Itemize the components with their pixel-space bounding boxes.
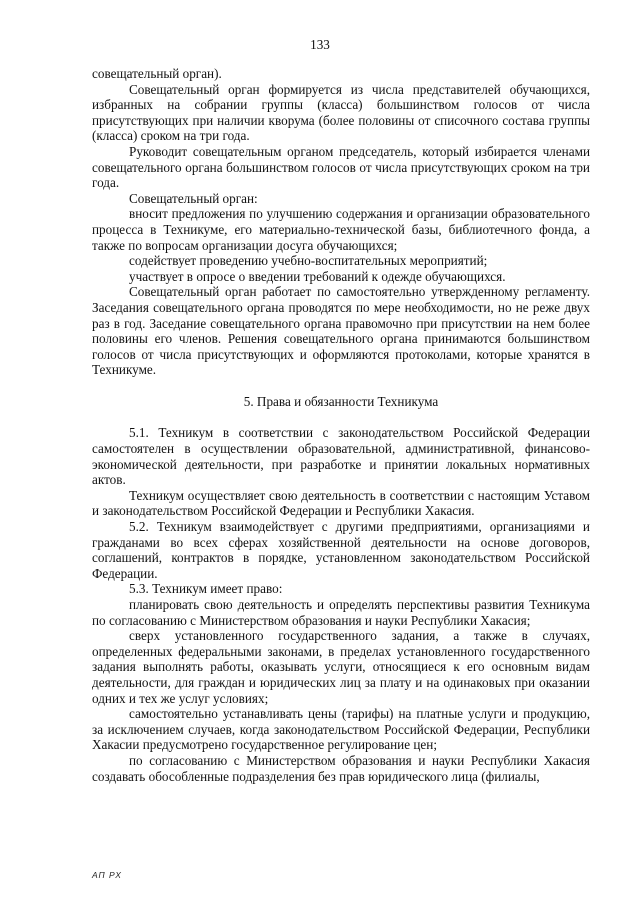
paragraph: Совещательный орган работает по самостоятельно утвержденному регламенту. Заседания совещательного органа проводятся по мере необходимости, но не реже двух раз в год. Заседание совещательного органа правомочно при присутствии на нем более половины его членов. Решения совещательного органа принимаются большинством голосов от числа присутствующих и оформляются протоколами, которые хранятся в Техникуме. (92, 284, 590, 378)
paragraph: Совещательный орган формируется из числа представителей обучающихся, избранных на собрании группы (класса) большинством голосов от числа присутствующих при наличии кворума (более половины от списочного состава группы (класса) сроком на три года. (92, 81, 590, 144)
paragraph: самостоятельно устанавливать цены (тарифы) на платные услуги и продукцию, за исключением случаев, когда законодательством Российской Федерации, Республики Хакасии предусмотрено государственное регулирование цен; (92, 706, 590, 753)
paragraph: содействует проведению учебно-воспитательных мероприятий; (129, 253, 488, 269)
paragraph: Руководит совещательным органом председатель, который избирается членами совещательного органа большинством голосов от числа присутствующих сроком на три года. (92, 143, 590, 191)
paragraph: 5.1. Техникум в соответствии с законодательством Российской Федерации самостоятелен в осуществлении образовательной, административной, финансово-экономической деятельности, при разработке и принятии локальных нормативных актов. (92, 425, 590, 488)
page-number: 133 (310, 37, 330, 52)
document-body (92, 66, 590, 784)
paragraph: Совещательный орган: (129, 190, 258, 206)
paragraph: совещательный орган). (92, 66, 222, 81)
paragraph: планировать свою деятельность и определять перспективы развития Техникума по согласованию с Министерством образования и науки Республики Хакасия; (92, 597, 590, 628)
paragraph: вносит предложения по улучшению содержания и организации образовательного процесса в Техникуме, его материально-технической базы, библиотечного фонда, а также по вопросам организации досуга обучающихся; (92, 206, 590, 253)
paragraph: по согласованию с Министерством образования и науки Республики Хакасия создавать обособленные подразделения без прав юридического лица (филиалы, (92, 752, 590, 784)
corner-mark: АП РХ (92, 870, 122, 880)
paragraph: Техникум осуществляет свою деятельность в соответствии с настоящим Уставом и законодательством Российской Федерации и Республики Хакасия. (92, 487, 590, 519)
section-heading: 5. Права и обязанности Техникума (243, 393, 439, 409)
paragraph: 5.3. Техникум имеет право: (129, 581, 283, 597)
paragraph: участвует в опросе о введении требований к одежде обучающихся. (129, 268, 506, 284)
paragraph: 5.2. Техникум взаимодействует с другими предприятиями, организациями и гражданами во всех сферах хозяйственной деятельности на основе договоров, соглашений, контрактов в порядке, установленном законодательством Российской Федерации. (92, 519, 590, 581)
paragraph: сверх установленного государственного задания, а также в случаях, определенных федеральными законами, в пределах установленного государственного задания выполнять работы, оказывать услуги, относящиеся к его основным видам деятельности, для граждан и юридических лиц за плату и на одинаковых при оказании одних и тех же услуг условиях; (92, 628, 590, 706)
